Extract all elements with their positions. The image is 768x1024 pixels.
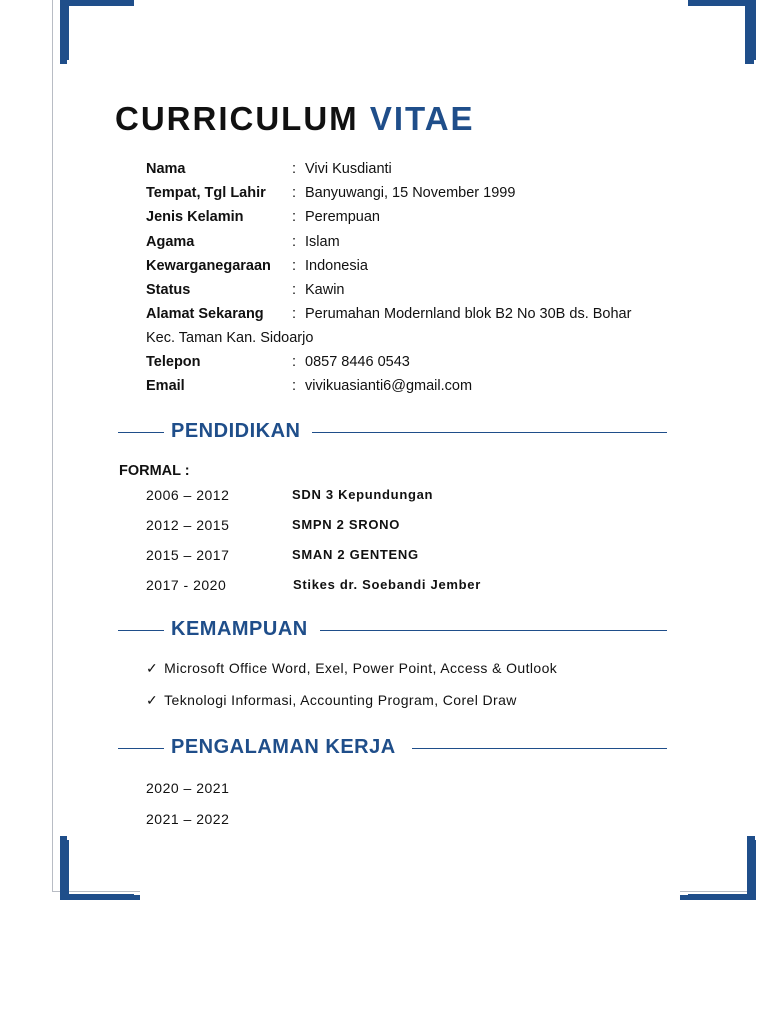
- info-separator: :: [292, 185, 297, 201]
- corner-top-left-h: [60, 0, 134, 6]
- education-years: 2017 - 2020: [146, 577, 227, 593]
- corner-bottom-left-h: [60, 894, 134, 900]
- heading-rule-right: [412, 748, 667, 749]
- heading-rule-right: [320, 630, 667, 631]
- info-separator: :: [292, 234, 297, 250]
- info-separator: :: [292, 258, 297, 274]
- heading-rule-left: [118, 432, 164, 433]
- corner-bottom-right-v: [747, 836, 755, 900]
- info-value: Perempuan: [305, 209, 380, 225]
- skill-item: [146, 660, 557, 677]
- info-label: Alamat Sekarang: [146, 306, 264, 322]
- corner-bottom-left-v: [60, 836, 67, 900]
- education-school: SMAN 2 GENTENG: [292, 547, 419, 562]
- formal-label: FORMAL :: [119, 463, 190, 479]
- section-title: PENGALAMAN KERJA: [171, 736, 396, 758]
- info-separator: :: [292, 282, 297, 298]
- education-years: 2015 – 2017: [146, 547, 230, 563]
- info-value: Banyuwangi, 15 November 1999: [305, 185, 516, 201]
- address-continuation: Kec. Taman Kan. Sidoarjo: [146, 330, 314, 346]
- info-separator: :: [292, 306, 297, 322]
- education-school: SDN 3 Kepundungan: [292, 487, 434, 502]
- section-education-heading: [118, 420, 667, 444]
- section-title: KEMAMPUAN: [171, 618, 308, 640]
- info-label: Tempat, Tgl Lahir: [146, 185, 266, 201]
- info-label: Agama: [146, 234, 195, 250]
- heading-rule-left: [118, 748, 164, 749]
- check-icon: ✓: [146, 660, 159, 676]
- info-value: vivikuasianti6@gmail.com: [305, 378, 473, 394]
- info-separator: :: [292, 209, 297, 225]
- skill-item: [146, 692, 517, 709]
- corner-top-right-v: [745, 0, 754, 64]
- frame-gap-bottom: [140, 888, 680, 902]
- experience-item: 2021 – 2022: [146, 811, 230, 827]
- heading-rule-left: [118, 630, 164, 631]
- check-icon: ✓: [146, 692, 159, 708]
- corner-bottom-right-h: [688, 894, 755, 900]
- info-label: Nama: [146, 161, 186, 177]
- info-value: Islam: [305, 234, 340, 250]
- info-value: Vivi Kusdianti: [305, 161, 392, 177]
- section-skills-heading: [118, 618, 667, 642]
- info-label: Jenis Kelamin: [146, 209, 244, 225]
- corner-top-left-v: [60, 0, 67, 64]
- education-years: 2012 – 2015: [146, 517, 230, 533]
- info-label: Telepon: [146, 354, 201, 370]
- info-label: Status: [146, 282, 191, 298]
- info-value: Kawin: [305, 282, 345, 298]
- info-separator: :: [292, 378, 297, 394]
- info-value: Indonesia: [305, 258, 368, 274]
- skill-text: Teknologi Informasi, Accounting Program, Corel Draw: [164, 692, 517, 708]
- page-title: [115, 100, 475, 138]
- info-separator: :: [292, 354, 297, 370]
- education-school: Stikes dr. Soebandi Jember: [293, 577, 481, 592]
- frame-gap-left: [58, 60, 70, 840]
- section-experience-heading: [118, 736, 667, 760]
- frame-gap-right: [750, 60, 762, 840]
- title-main: CURRICULUM: [115, 100, 359, 137]
- heading-rule-right: [312, 432, 667, 433]
- info-separator: :: [292, 161, 297, 177]
- education-years: 2006 – 2012: [146, 487, 230, 503]
- info-label: Email: [146, 378, 185, 394]
- info-label: Kewarganegaraan: [146, 258, 271, 274]
- info-value: Perumahan Modernland blok B2 No 30B ds. Bohar: [305, 306, 632, 322]
- title-accent: VITAE: [369, 100, 475, 137]
- skill-text: Microsoft Office Word, Exel, Power Point, Access & Outlook: [164, 660, 558, 676]
- info-value: 0857 8446 0543: [305, 354, 410, 370]
- education-school: SMPN 2 SRONO: [292, 517, 401, 532]
- section-title: PENDIDIKAN: [171, 420, 301, 442]
- experience-item: 2020 – 2021: [146, 780, 230, 796]
